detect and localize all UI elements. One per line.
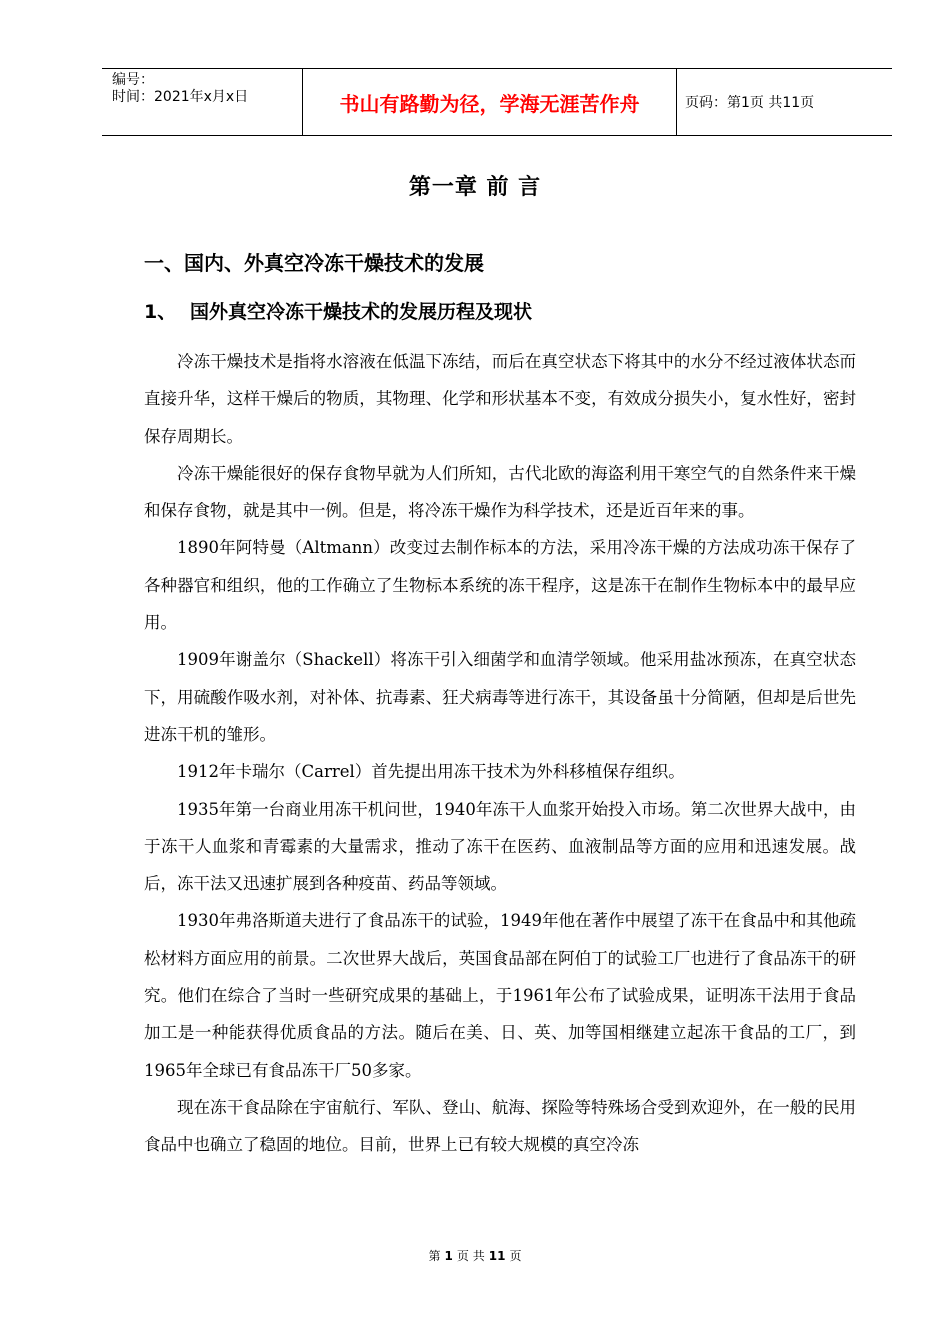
footer-page-end: 页 xyxy=(509,1249,522,1263)
paragraph: 现在冻干食品除在宇宙航行、军队、登山、航海、探险等特殊场合受到欢迎外，在一般的民用食品中也确立了稳固的地位。目前，世界上已有较大规模的真空冷冻 xyxy=(144,1097,856,1155)
subsection-number: 1、 xyxy=(144,301,177,323)
body-text xyxy=(144,343,856,1164)
header-meta-cell xyxy=(102,69,303,135)
paragraph: 1909年谢盖尔（Shackell）将冻干引入细菌学和血清学领域。他采用盐冰预冻，在真空状态下，用硫酸作吸水剂，对补体、抗毒素、狂犬病毒等进行冻干，其设备虽十分简陋，但却是后世先进冻干机的雏形。 xyxy=(144,650,856,744)
subsection-title xyxy=(144,297,532,324)
header-page-info: 页码：第1页 共11页 xyxy=(685,95,815,111)
number-label: 编号： xyxy=(112,72,154,88)
paragraph: 1890年阿特曼（Altmann）改变过去制作标本的方法，采用冷冻干燥的方法成功冻干保存了各种器官和组织，他的工作确立了生物标本系统的冻干程序，这是冻干在制作生物标本中的最早应用。 xyxy=(144,538,856,633)
footer-page-number: 1 xyxy=(444,1249,453,1263)
section-title: 一、国内、外真空冷冻干燥技术的发展 xyxy=(144,251,484,275)
footer-page-label: 第 xyxy=(428,1249,441,1263)
paragraph: 1935年第一台商业用冻干机问世，1940年冻干人血浆开始投入市场。第二次世界大战中，由于冻干人血浆和青霉素的大量需求，推动了冻干在医药、血液制品等方面的应用和迅速发展。战后，冻干法又迅速扩展到各种疫苗、药品等领域。 xyxy=(144,799,856,894)
time-label: 时间：2021年x月x日 xyxy=(112,89,249,105)
paragraph: 冷冻干燥能很好的保存食物早就为人们所知，古代北欧的海盗利用干寒空气的自然条件来干燥和保存食物，就是其中一例。但是，将冷冻干燥作为科学技术，还是近百年来的事。 xyxy=(144,463,856,521)
paragraph: 冷冻干燥技术是指将水溶液在低温下冻结，而后在真空状态下将其中的水分不经过液体状态而直接升华，这样干燥后的物质，其物理、化学和形状基本不变，有效成分损失小，复水性好，密封保存周期长。 xyxy=(144,352,856,446)
page-footer xyxy=(0,1247,950,1264)
paragraph: 1912年卡瑞尔（Carrel）首先提出用冻干技术为外科移植保存组织。 xyxy=(177,762,685,782)
page-header xyxy=(102,68,892,136)
header-motto: 书山有路勤为径，学海无涯苦作舟 xyxy=(303,69,677,135)
subsection-text: 国外真空冷冻干燥技术的发展历程及现状 xyxy=(190,301,533,323)
chapter-title: 第一章 前 言 xyxy=(408,175,542,200)
footer-total-pages: 11 xyxy=(488,1249,506,1263)
footer-page-mid: 页 共 xyxy=(456,1249,485,1263)
paragraph: 1930年弗洛斯道夫进行了食品冻干的试验，1949年他在著作中展望了冻干在食品中和其他疏松材料方面应用的前景。二次世界大战后，英国食品部在阿伯丁的试验工厂也进行了食品冻干的研究。他们在综合了当时一些研究成果的基础上，于1961年公布了试验成果，证明冻干法用于食品加工是一种能获得优质食品的方法。随后在美、日、英、加等国相继建立起冻干食品的工厂，到1965年全球已有食品冻干厂50多家。 xyxy=(144,911,856,1080)
